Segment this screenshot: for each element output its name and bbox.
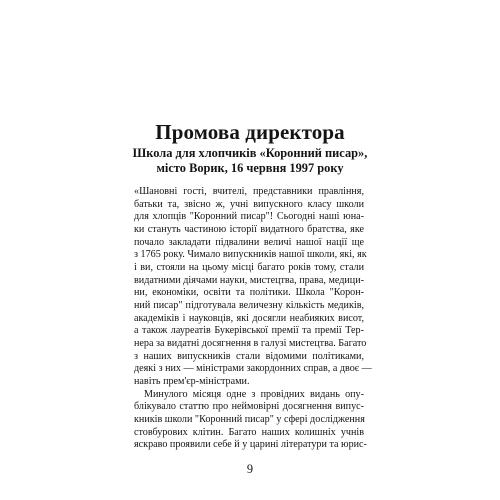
subtitle-line-1: Школа для хлопчиків «Коронний писар», bbox=[132, 146, 368, 160]
page-number: 9 bbox=[246, 462, 254, 476]
text-line: Минулого місяця одне з провідних видань опу- bbox=[144, 388, 364, 400]
text-line: з наших випускників стали відомими політиками, bbox=[134, 350, 364, 362]
text-line: блікувало статтю про неймовірні досягнення випус- bbox=[134, 401, 364, 413]
text-line: з 1765 року. Чимало випускників нашої школи, які, як bbox=[134, 249, 367, 261]
subtitle-line-2: місто Ворик, 16 червня 1997 року bbox=[156, 161, 344, 175]
text-line: батьки та, звісно ж, учні випускного класу школи bbox=[134, 198, 364, 210]
text-line: почало закладати підвалини величі нашої нації ще bbox=[134, 236, 364, 248]
text-line: ний писар" підготувала величезну кількість медиків, bbox=[134, 300, 364, 311]
text-line: нера за видатні досягнення в галузі мистецтва. Багато bbox=[134, 338, 367, 349]
text-line: а також лауреатів Букерівської премії та премії Тер- bbox=[134, 325, 364, 337]
text-line: і ви, стояли на цьому місці багато років тому, стали bbox=[134, 262, 364, 273]
text-line: ки стануть частиною історії видатного братства, яке bbox=[134, 224, 364, 235]
text-line: яскраво проявили себе й у царині літератури та юрис- bbox=[134, 439, 367, 451]
text-line: видатними діячами науки, мистецтва, права, медици- bbox=[134, 274, 364, 286]
text-line: навіть прем'єр-міністрами. bbox=[134, 376, 250, 387]
text-line: «Шановні гості, вчителі, представники правління, bbox=[134, 186, 364, 197]
text-line: ни, економіки, освіти та політики. Школа "Корон- bbox=[134, 287, 364, 299]
page-title: Промова директора bbox=[155, 120, 345, 144]
text-line: для хлопців "Коронний писар"! Сьогодні наші юна- bbox=[134, 211, 364, 223]
text-line: академіків і науковців, які досягли неабияких висот, bbox=[134, 312, 364, 324]
text-line: стовбурових клітин. Багато наших колишніх учнів bbox=[134, 426, 364, 438]
text-line: деякі з них — міністрами закордонних справ, а двоє — bbox=[134, 363, 372, 375]
text-line: кників школи "Коронний писар" у сфері дослідження bbox=[134, 414, 365, 425]
